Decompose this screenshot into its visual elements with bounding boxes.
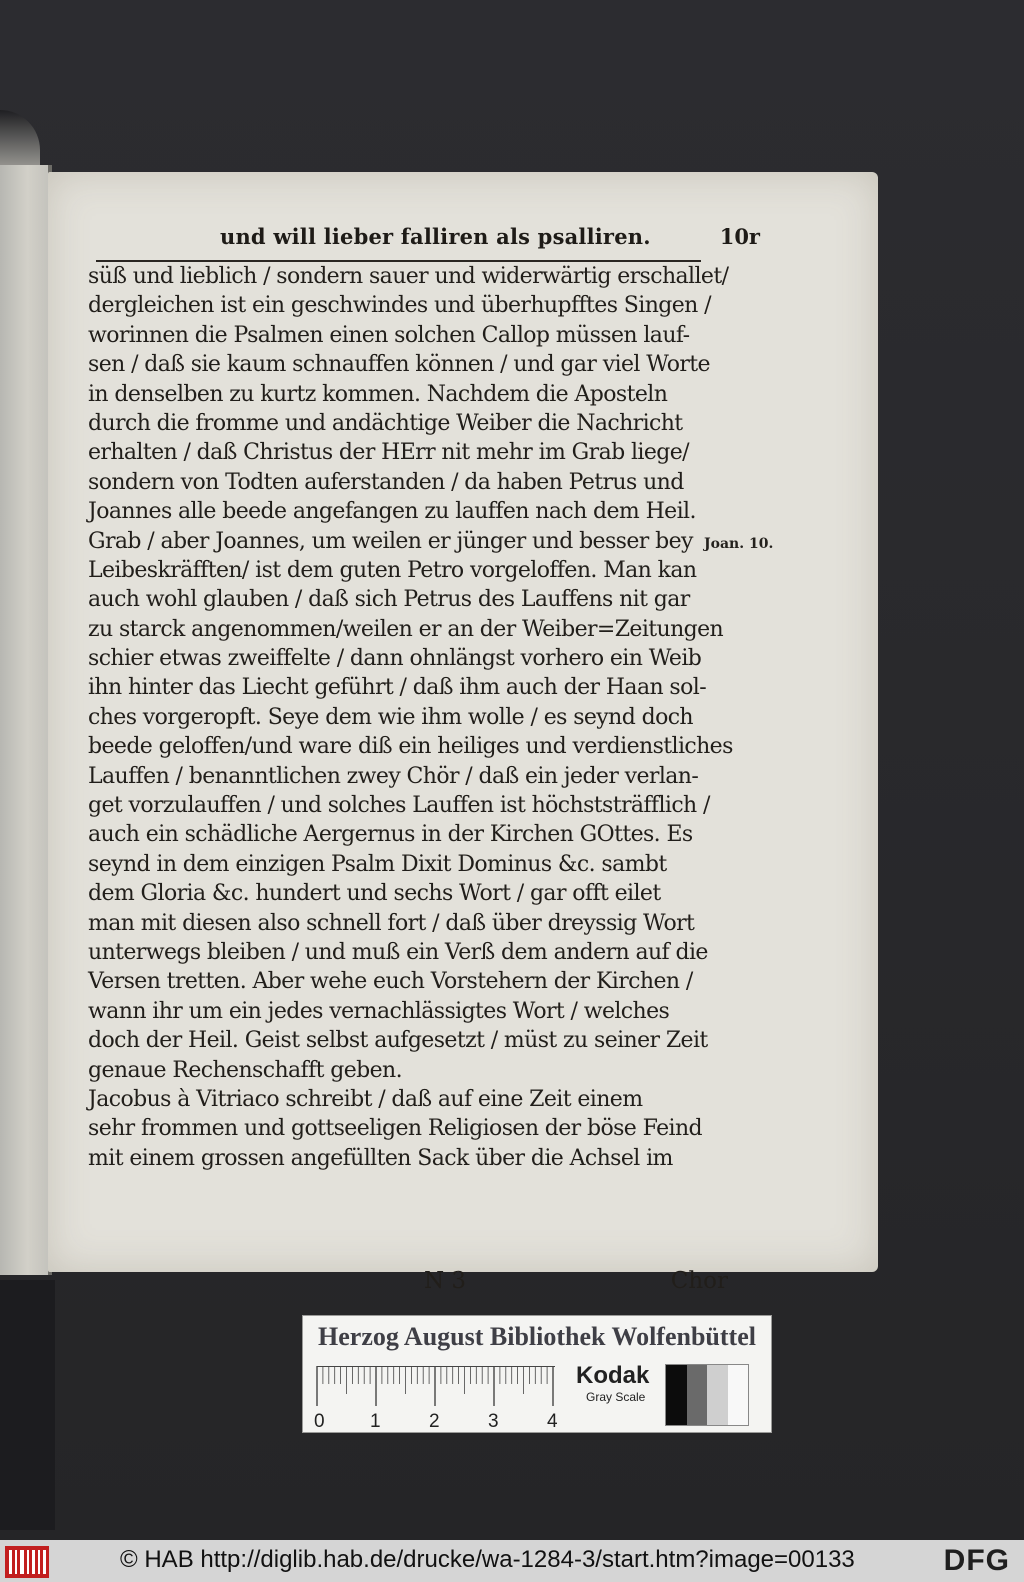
text-line: Versen tretten. Aber wehe euch Vorstehern der Kirchen / <box>88 969 693 995</box>
barcode-logo-icon <box>5 1546 49 1578</box>
gray-scale-label: Gray Scale <box>586 1390 646 1404</box>
kodak-logo: Kodak <box>576 1362 650 1389</box>
text-line: zu starck angenommen/weilen er an der Weiber=Zeitungen <box>88 616 724 642</box>
text-line: Joannes alle beede angefangen zu lauffen nach dem Heil. <box>88 499 696 525</box>
catchword: Chor <box>670 1268 728 1294</box>
text-line: sen / daß sie kaum schnauffen können / und gar viel Worte <box>88 352 710 378</box>
gray-scale-swatches <box>665 1364 749 1426</box>
swatch-black <box>666 1365 687 1425</box>
footer-bar <box>0 1540 1024 1582</box>
ruler-label: 3 <box>488 1411 499 1432</box>
text-line: erhalten / daß Christus der HErr nit mehr im Grab liege/ <box>88 440 689 466</box>
book-page <box>48 172 878 1294</box>
text-line: ches vorgeropft. Seye dem wie ihm wolle / es seynd doch <box>88 704 694 730</box>
dfg-logo: DFG <box>943 1544 1010 1577</box>
catchword-line <box>88 1268 728 1298</box>
text-line: dem Gloria &c. hundert und sechs Wort / gar offt eilet <box>88 881 661 907</box>
text-line: doch der Heil. Geist selbst aufgesetzt / müst zu seiner Zeit <box>88 1028 708 1054</box>
text-line: man mit diesen also schnell fort / daß über dreyssig Wort <box>88 910 695 936</box>
ruler-label: 0 <box>314 1411 325 1432</box>
color-card <box>302 1315 772 1433</box>
text-line: seynd in dem einzigen Psalm Dixit Dominus &c. sambt <box>88 851 667 877</box>
signature-mark: N 3 <box>424 1268 467 1294</box>
text-line: auch ein schädliche Aergernus in der Kirchen GOttes. Es <box>88 822 693 848</box>
text-line: Jacobus à Vitriaco schreibt / daß auf eine Zeit einem <box>88 1086 643 1112</box>
copyright-url: © HAB http://diglib.hab.de/drucke/wa-1284-3/start.htm?image=00133 <box>120 1546 855 1573</box>
page-header <box>220 220 760 254</box>
text-line: wann ihr um ein jedes vernachlässigtes Wort / welches <box>88 998 670 1024</box>
text-line: sondern von Todten auferstanden / da haben Petrus und <box>88 469 684 495</box>
text-line: beede geloffen/und ware diß ein heiliges und verdienstliches <box>88 734 733 760</box>
text-line: get vorzulauffen / und solches Lauffen ist höchststräfflich / <box>88 793 710 819</box>
text-line: süß und lieblich / sondern sauer und widerwärtig erschallet/ <box>88 264 729 289</box>
text-line: unterwegs bleiben / und muß ein Verß dem andern auf die <box>88 939 708 965</box>
ruler-label: 4 <box>547 1411 558 1432</box>
text-line: Grab / aber Joannes, um weilen er jünger und besser bey <box>88 528 693 554</box>
text-line: in denselben zu kurtz kommen. Nachdem die Aposteln <box>88 381 668 407</box>
text-line: mit einem grossen angefüllten Sack über die Achsel im <box>88 1145 673 1171</box>
text-line: durch die fromme und andächtige Weiber die Nachricht <box>88 410 683 436</box>
library-name: Herzog August Bibliothek Wolfenbüttel <box>318 1322 756 1351</box>
text-line: dergleichen ist ein geschwindes und überhupfftes Singen / <box>88 293 711 319</box>
running-head: und will lieber falliren als psalliren. <box>220 224 651 249</box>
adjacent-page-edge <box>0 165 50 1275</box>
text-line: Lauffen / benanntlichen zwey Chör / daß ein jeder verlan- <box>88 763 699 789</box>
text-line: auch wohl glauben / daß sich Petrus des Lauffens nit gar <box>88 587 690 613</box>
text-line: sehr frommen und gottseeligen Religiosen der böse Feind <box>88 1116 702 1142</box>
ruler-label: 1 <box>370 1411 381 1432</box>
ruler-ticks <box>315 1366 565 1406</box>
ruler-labels <box>315 1411 565 1433</box>
text-line: Leibeskräfften/ ist dem guten Petro vorgeloffen. Man kan <box>88 557 697 583</box>
text-line: genaue Rechenschafft geben. <box>88 1057 403 1083</box>
text-line: schier etwas zweiffelte / dann ohnlängst vorhero ein Weib <box>88 646 702 672</box>
margin-note: Joan. 10. <box>704 536 774 552</box>
swatch-light-gray <box>707 1365 728 1425</box>
ruler <box>314 1366 558 1432</box>
swatch-white <box>728 1365 749 1425</box>
book-spine-shadow <box>0 1280 55 1530</box>
ruler-label: 2 <box>429 1411 440 1432</box>
text-line: ihn hinter das Liecht geführt / daß ihm auch der Haan sol- <box>88 675 707 701</box>
page-number: 10r <box>719 224 760 249</box>
swatch-dark-gray <box>687 1365 708 1425</box>
body-text <box>88 262 733 1294</box>
text-line: worinnen die Psalmen einen solchen Callop müssen lauf- <box>88 322 690 348</box>
